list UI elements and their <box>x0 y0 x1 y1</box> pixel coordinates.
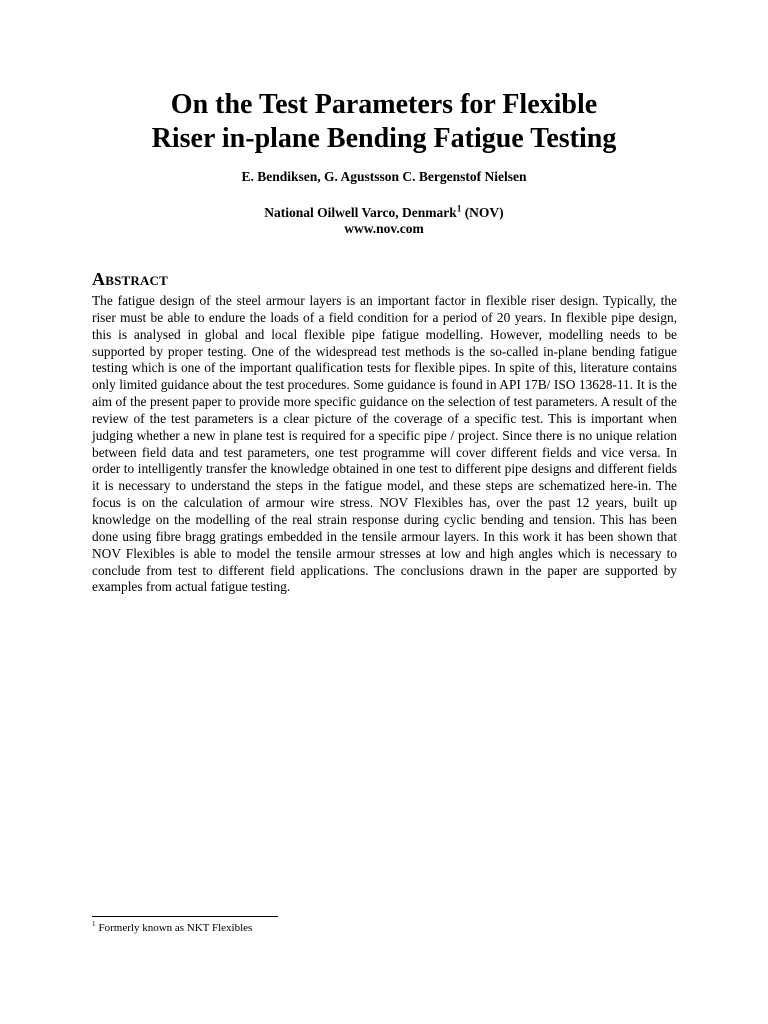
abstract-heading: Abstract <box>92 269 169 289</box>
affiliation-suffix: (NOV) <box>461 205 504 220</box>
footnote-number: 1 <box>92 920 96 929</box>
title-line-1: On the Test Parameters for Flexible <box>170 89 598 120</box>
footnote <box>92 922 252 934</box>
paper-title <box>0 88 768 156</box>
footnote-mark: 1 <box>456 203 462 214</box>
abstract-body: The fatigue design of the steel armour layers is an important factor in flexible riser design. Typically, the riser must be able to endure the loads of a field condition for a period of 20 years. In flexible pipe design, this is analysed in global and local flexible pipe fatigue modelling. However, modelling needs to be supported by proper testing. One of the widespread test methods is the so-called in-plane bending fatigue testing which is one of the important qualification tests for flexible pipes. In spite of this, literature contains only limited guidance about the test procedures. Some guidance is found in API 17B/ ISO 13628-11. It is the aim of the present paper to provide more specific guidance on the selection of test parameters. A result of the review of the test parameters is a clear picture of the coverage of a specific test. This is important when judging whether a new in plane test is required for a specific pipe / project. Since there is no unique relation between field data and test parameters, one test programme will cover different fields and vice versa. In order to intelligently transfer the knowledge obtained in one test to different pipe designs and different fields it is necessary to understand the steps in the fatigue model, and these steps are schematized here-in. The focus is on the calculation of armour wire stress. NOV Flexibles has, over the past 12 years, built up knowledge on the modelling of the real strain response during cyclic bending and tension. This has been done using fibre bragg gratings embedded in the tensile armour layers. In this work it has been shown that NOV Flexibles is able to model the tensile armour stresses at low and high angles which is necessary to conclude from test to different field applications. The conclusions drawn in the paper are supported by examples from actual fatigue testing. <box>92 293 677 595</box>
affiliation-name: National Oilwell Varco, Denmark <box>264 205 457 220</box>
website-link[interactable]: www.nov.com <box>344 221 424 236</box>
footnote-text: Formerly known as NKT Flexibles <box>98 922 253 934</box>
author-list: E. Bendiksen, G. Agustsson C. Bergenstof Nielsen <box>241 169 527 184</box>
title-line-2: Riser in-plane Bending Fatigue Testing <box>151 123 617 154</box>
footnote-divider <box>92 916 278 917</box>
affiliation <box>0 205 768 221</box>
